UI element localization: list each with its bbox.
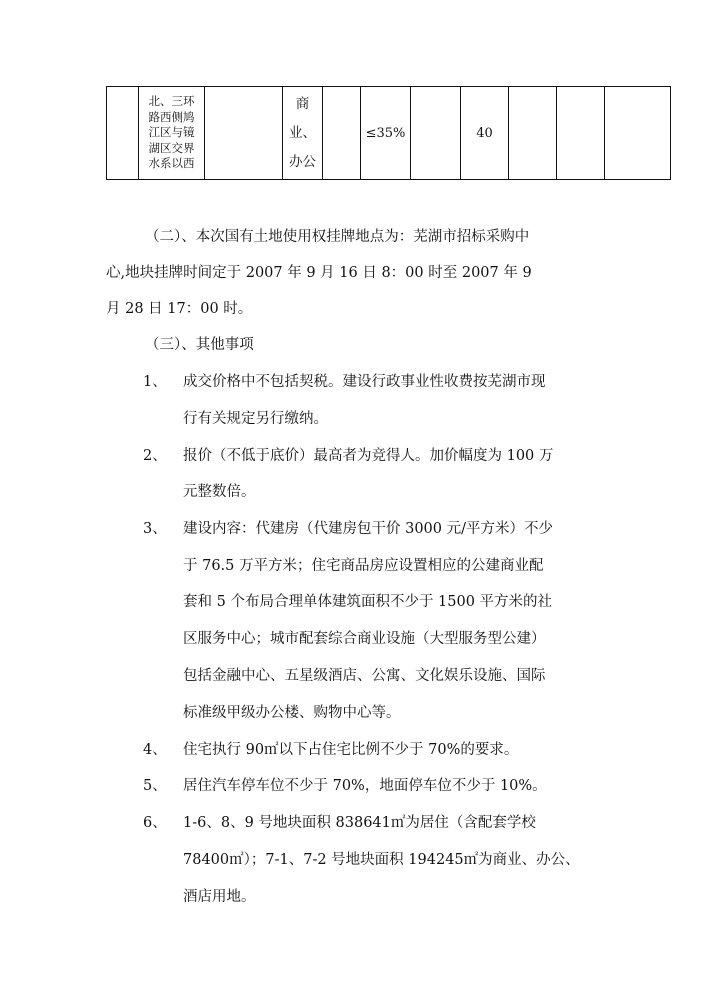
- location-line: 湖区交界: [148, 140, 195, 155]
- item-number: 2、: [143, 448, 167, 464]
- location-line: 水系以西: [148, 156, 195, 171]
- use-line: 商业、: [289, 95, 316, 141]
- item-line: 住宅执行 90㎡以下占住宅比例不少于 70%的要求。: [183, 742, 519, 758]
- item-line: 标准级甲级办公楼、购物中心等。: [183, 705, 401, 721]
- item-line: 包括金融中心、五星级酒店、公寓、文化娱乐设施、国际: [183, 668, 546, 684]
- section3-heading: （三）、其他事项: [145, 337, 254, 353]
- item-line: 酒店用地。: [183, 889, 256, 905]
- item-number: 5、: [143, 778, 167, 794]
- location-line: 路西侧鸠: [148, 109, 195, 124]
- item-line: 套和 5 个布局合理单体建筑面积不少于 1500 平方米的社: [183, 594, 553, 610]
- item-line: 建设内容：代建房（代建房包干价 3000 元/平方米）不少: [183, 521, 554, 537]
- use-line: 办公: [289, 153, 316, 170]
- table-cell-value: 40: [461, 87, 509, 180]
- section2-line: 心,地块挂牌时间定于 2007 年 9 月 16 日 8：00 时至 2007 年 9: [106, 265, 532, 281]
- section2-line: 月 28 日 17：00 时。: [106, 301, 253, 317]
- item-line: 元整数倍。: [183, 484, 256, 500]
- item-number: 6、: [143, 815, 167, 831]
- item-number: 3、: [143, 521, 167, 537]
- item-line: 报价（不低于底价）最高者为竞得人。加价幅度为 100 万: [183, 448, 554, 464]
- item-number: 1、: [143, 374, 167, 390]
- item-line: 行有关规定另行缴纳。: [183, 411, 328, 427]
- item-number: 4、: [143, 742, 167, 758]
- location-line: 北、三环: [148, 94, 195, 109]
- location-line: 江区与镜: [148, 125, 195, 140]
- item-line: 78400㎡）；7-1、7-2 号地块面积 194245㎡为商业、办公、: [183, 852, 580, 868]
- item-line: 于 76.5 万平方米；住宅商品房应设置相应的公建商业配: [183, 558, 544, 574]
- item-line: 区服务中心；城市配套综合商业设施（大型服务型公建）: [183, 631, 546, 647]
- item-line: 居住汽车停车位不少于 70%，地面停车位不少于 10%。: [183, 778, 547, 794]
- section2-line: （二）、本次国有土地使用权挂牌地点为：芜湖市招标采购中: [145, 229, 530, 245]
- item-line: 成交价格中不包括契税。建设行政事业性收费按芜湖市现: [183, 374, 546, 390]
- item-line: 1-6、8、9 号地块面积 838641㎡为居住（含配套学校: [183, 815, 536, 831]
- table-cell-ratio: ≤35%: [361, 87, 411, 180]
